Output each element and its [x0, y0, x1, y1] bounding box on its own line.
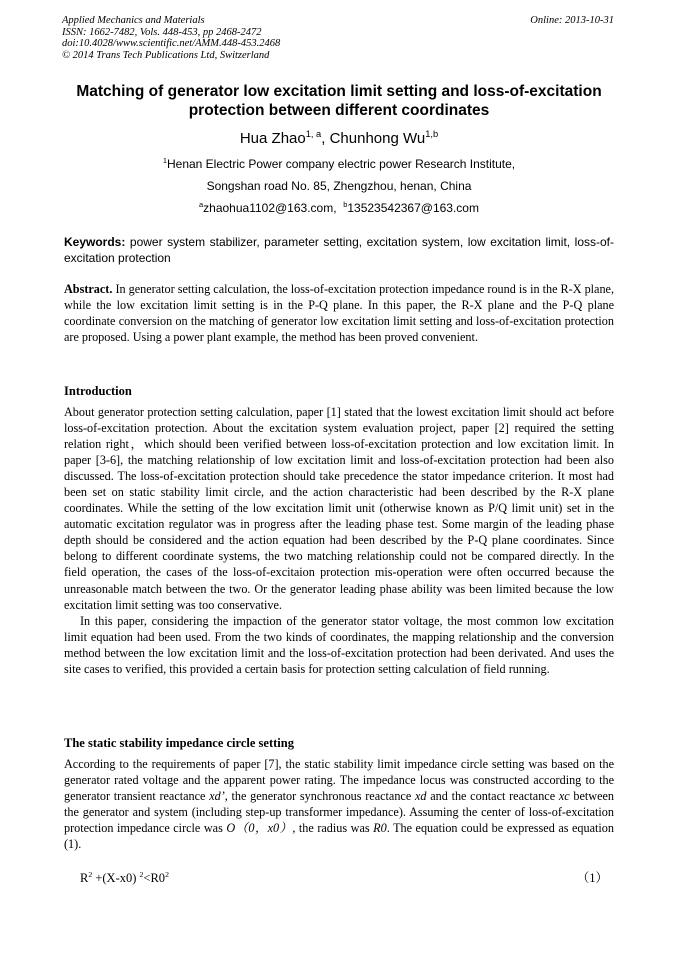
abstract-text: In generator setting calculation, the loss-of-excitation protection impedance round is in the R-X plane, while the low excitation limit setting is in the P-Q plane. In this paper, the R-X plane and the P-Q plane coordinate conversion on the matching of generator low excitation limit setting and loss-of-excitation protection are proposed. Using a power plant example, the method has been proved convenient. — [64, 282, 615, 345]
eq-sup: 2 — [139, 869, 144, 879]
var-center: O（0，x0） — [226, 821, 293, 836]
author-list — [40, 130, 638, 148]
eq-sup: 2 — [165, 869, 169, 879]
introduction-body — [64, 404, 614, 677]
eq-part: <R0 — [143, 871, 166, 885]
var-xc: xc — [558, 789, 570, 804]
section-heading-static-stability: The static stability impedance circle setting — [64, 736, 294, 750]
text-run: , the radius was — [292, 821, 374, 836]
email-sup-b: b — [343, 200, 348, 209]
affiliation-sup-1: 1 — [162, 156, 167, 165]
online-date: Online: 2013-10-31 — [530, 15, 614, 26]
text-run: between the generator and system (including step-up transformer impedance). Assuming the center of loss-of-excitation protection impedance circle was — [64, 789, 615, 836]
abstract — [64, 281, 614, 345]
text-run: and the contact reactance — [426, 789, 559, 804]
introduction-paragraph-2: In this paper, considering the impaction of the generator stator voltage, the most common low excitation limit equation had been used. From the two kinds of coordinates, the mapping relationship and the conversion method between the low excitation limit and the loss-of-excitation protection had been derivated. And uses the site cases to verified, this provided a certain basis for protection setting calculation of field running. — [64, 613, 614, 676]
issn-line: ISSN: 1662-7482, Vols. 448-453, pp 2468-2472 — [62, 26, 262, 38]
title-line-2: protection between different coordinates — [188, 102, 490, 119]
static-stability-paragraph — [64, 756, 614, 852]
eq-sup: 2 — [88, 869, 93, 879]
author-separator: , — [321, 130, 330, 147]
equation-1 — [80, 870, 169, 886]
journal-meta — [62, 15, 280, 61]
var-r0: R0 — [373, 821, 387, 836]
introduction-heading: Introduction — [64, 384, 132, 398]
author-2: Chunhong Wu — [329, 130, 426, 147]
author-1-sup: 1, a — [305, 129, 322, 139]
equation-number: （1） — [576, 871, 608, 885]
text-run: According to the requirements of paper [7], the static stability limit impedance circle setting was based on the generator rated voltage and the apparent power rating. The impedance locus was constructed according to the generator transient reactance — [64, 757, 614, 804]
affiliation-text-1: Henan Electric Power company electric power Research Institute, — [166, 157, 516, 171]
author-1: Hua Zhao — [239, 130, 306, 147]
email-a: zhaohua1102@163.com, — [203, 201, 337, 215]
text-run: , the generator synchronous reactance — [224, 789, 415, 804]
paper-title — [40, 82, 638, 120]
abstract-label: Abstract. — [64, 282, 113, 296]
affiliation-line-2: Songshan road No. 85, Zhengzhou, henan, China — [206, 179, 472, 193]
email-sup-a: a — [199, 200, 204, 209]
email-b: 13523542367@163.com — [347, 201, 479, 215]
title-line-1: Matching of generator low excitation limit setting and loss-of-excitation — [76, 83, 602, 100]
author-2-sup: 1,b — [425, 129, 439, 139]
journal-name: Applied Mechanics and Materials — [62, 15, 205, 26]
keywords-label: Keywords: — [64, 235, 126, 249]
keywords-text: power system stabilizer, parameter setting, excitation system, low excitation limit, loss-of-excitation protection — [64, 235, 614, 265]
var-xd: xd — [414, 789, 427, 804]
static-stability-body — [64, 756, 614, 852]
copyright-line: © 2014 Trans Tech Publications Ltd, Switzerland — [62, 49, 270, 61]
abstract-paragraph — [64, 281, 614, 345]
eq-part: R — [80, 871, 89, 885]
email-line — [40, 201, 638, 216]
text-run: . The equation could be expressed as equation (1). — [64, 821, 614, 852]
introduction-paragraph-1: About generator protection setting calculation, paper [1] stated that the lowest excitation limit should act before loss-of-excitation protection. About the excitation system evaluation project, paper [2] required the setting relation right，which should been verified between loss-of-excitation protection and low excitation limit. In paper [3-6], the matching relationship of low excitation limit and loss-of-excitation protection had been also discussed. The loss-of-excitation protection should take precedence the stator impedance criterion. It most had been set on static stability limit circle, and the action characteristic had been described by the R-X plane coordinates. While the setting of the low excitation limit unit (otherwise known as P/Q limit unit) set in the automatic excitation regulator was in progress after the leading phase test. Some margin of the leading phase depth should be considered and the action equation had been described by the P-Q plane coordinates. Since belong to different coordinate systems, the two matching relationship could not be compared directly. In the field operation, the cases of the loss-of-excitaion protection mis-operation were often occurred because the unreasonable match between the two. Or the generator leading phase ability was been limited because the low excitation limit setting was too conservative. — [64, 405, 614, 612]
keywords — [64, 235, 614, 266]
eq-part: +(X-x0) — [92, 871, 140, 885]
var-xd-prime: xd’ — [209, 789, 225, 804]
affiliation-line-1 — [40, 157, 638, 172]
doi-line: doi:10.4028/www.scientific.net/AMM.448-453.2468 — [62, 38, 281, 49]
